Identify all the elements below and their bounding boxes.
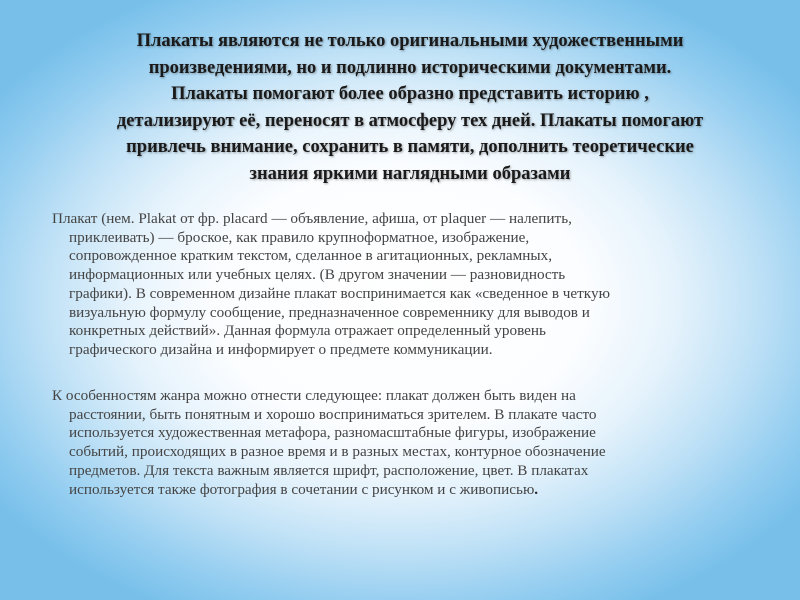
heading-line: знания яркими наглядными образами	[249, 163, 571, 184]
definition-paragraph	[52, 210, 752, 360]
paragraph-line: расстоянии, быть понятным и хорошо восприниматься зрителем. В плакате часто	[69, 405, 597, 423]
paragraph-line: конкретных действий». Данная формула отражает определенный уровень	[69, 322, 546, 340]
paragraph-line: К особенностям жанра можно отнести следующее: плакат должен быть виден на	[52, 387, 576, 404]
genre-features-paragraph	[52, 387, 752, 499]
heading-line: произведениями, но и подлинно историческими документами.	[148, 57, 672, 78]
paragraph-line: информационных или учебных целях. (В другом значении — разновидность	[69, 266, 566, 284]
slide-heading	[40, 28, 780, 187]
paragraph-line-text: используется также фотография в сочетании с рисунком и с живописью	[69, 480, 535, 498]
heading-line: детализируют её, переносят в атмосферу тех дней. Плакаты помогают	[116, 110, 704, 131]
paragraph-line: визуальную формулу сообщение, предназначенное современнику для выводов и	[69, 303, 590, 321]
heading-line: Плакаты являются не только оригинальными художественными	[136, 31, 684, 51]
paragraph-line: приклеивать) — броское, как правило крупноформатное, изображение,	[69, 228, 530, 246]
final-period: .	[534, 480, 539, 498]
heading-line: Плакаты помогают более образно представить историю ,	[171, 84, 649, 104]
paragraph-line: Плакат (нем. Plakat от фр. placard — объявление, афиша, от plaquer — налепить,	[52, 210, 572, 227]
paragraph-line: используется художественная метафора, разномасштабные фигуры, изображение	[69, 424, 596, 442]
heading-line: привлечь внимание, сохранить в памяти, дополнить теоретические	[126, 137, 694, 157]
paragraph-line: предметов. Для текста важным является шрифт, расположение, цвет. В плакатах	[69, 461, 589, 479]
paragraph-line: событий, происходящих в разное время и в разных местах, контурное обозначение	[69, 443, 606, 461]
paragraph-line: графики). В современном дизайне плакат воспринимается как «сведенное в четкую	[69, 284, 610, 302]
paragraph-line-last	[52, 481, 752, 500]
paragraph-line: графического дизайна и информирует о предмете коммуникации.	[69, 340, 493, 358]
paragraph-line: сопровожденное кратким текстом, сделанное в агитационных, рекламных,	[69, 247, 552, 265]
